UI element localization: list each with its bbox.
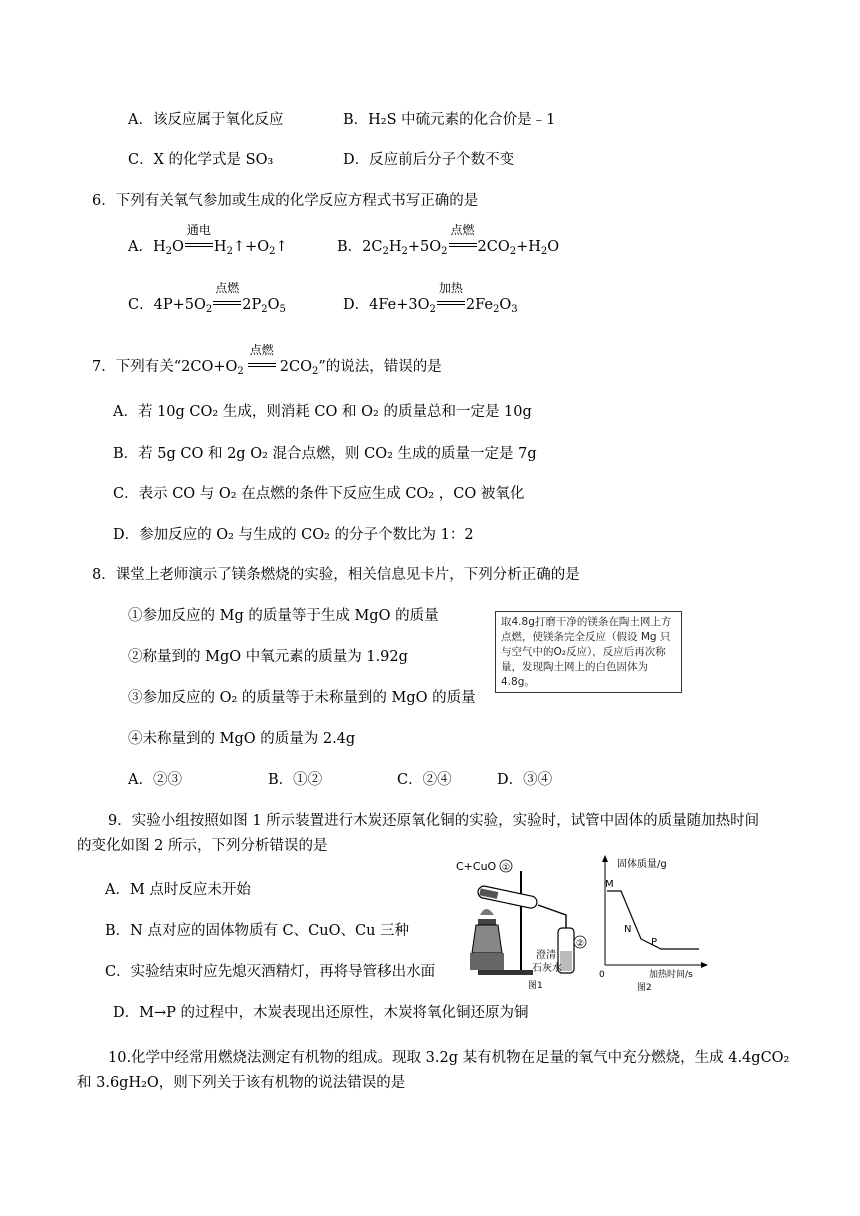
cond-ignite [213, 281, 241, 315]
point-p-label: P [651, 937, 658, 948]
q8-option-a: A．②③ [128, 772, 182, 788]
q7-stem-prefix: 7．下列有关“ [92, 359, 182, 375]
limewater-label-2: 石灰水 [532, 963, 562, 974]
q7-stem-suffix: ”的说法，错误的是 [318, 359, 442, 375]
q5-option-a: A．该反应属于氧化反应 [128, 112, 284, 128]
q8-statement-4: ④未称量到的 MgO 的质量为 2.4g [128, 731, 356, 747]
mass-time-graph [597, 853, 712, 993]
cond-ignite [449, 223, 477, 257]
q7-stem: 7．下列有关“$2CO+O_2$ 点燃 $2CO_2$”的说法，错误的是 [92, 343, 442, 377]
q8-option-b: B．①② [268, 772, 323, 788]
q8-option-d: D．③④ [497, 772, 553, 788]
q6-option-b: B．$2C_2H_2+5O_2$ 点燃 $2CO_2+H_2O$ [337, 223, 560, 257]
q8-statement-3: ③参加反应的 O₂ 的质量等于未称量到的 MgO 的质量 [128, 690, 476, 706]
point-m-label: M [605, 879, 614, 890]
q6-b-label: B． [337, 239, 363, 255]
q9-option-c: C．实验结束时应先熄灭酒精灯，再将导管移出水面 [105, 964, 436, 980]
q9-option-b: B．N 点对应的固体物质有 C、CuO、Cu 三种 [105, 923, 410, 939]
q7-option-b: B．若 5g CO 和 2g O₂ 混合点燃，则 CO₂ 生成的质量一定是 7g [113, 446, 537, 462]
cond-text: 加热 [438, 281, 463, 295]
cond-text: 点燃 [450, 223, 475, 237]
q9-stem-line2: 的变化如图 2 所示，下列分析错误的是 [77, 838, 328, 854]
q6-stem: 6．下列有关氧气参加或生成的化学反应方程式书写正确的是 [92, 193, 479, 209]
figure-1-caption: 图1 [528, 981, 543, 991]
q5-option-b: B．H₂S 中硫元素的化合价是﹣1 [343, 112, 556, 128]
q8-statement-1: ①参加反应的 Mg 的质量等于生成 MgO 的质量 [128, 608, 439, 624]
q5-option-d: D．反应前后分子个数不变 [343, 152, 515, 168]
cond-text: 通电 [186, 223, 211, 237]
origin-label: 0 [599, 970, 605, 980]
q10-line1: 10.化学中经常用燃烧法测定有机物的组成。现取 3.2g 某有机物在足量的氧气中充分燃烧，生成 4.4gCO₂ [108, 1050, 790, 1066]
info-card: 取4.8g打磨干净的镁条在陶土网上方点燃，使镁条完全反应（假设 Mg 只与空气中的O₂反应），反应后再次称量，发现陶土网上的白色固体为4.8g。 [495, 611, 682, 693]
q9-option-a: A．M 点时反应未开始 [105, 882, 251, 898]
q6-c-label: C． [128, 297, 154, 313]
cond-electrolysis [185, 223, 213, 257]
q7-option-a: A．若 10g CO₂ 生成，则消耗 CO 和 O₂ 的质量总和一定是 10g [113, 404, 532, 420]
mark-2: ② [576, 939, 585, 949]
apparatus-figure [448, 853, 598, 993]
q6-option-a: A．$H_2O$ 通电 $H_2↑+O_2↑$ [128, 223, 288, 257]
q6-a-label: A． [128, 239, 153, 255]
y-axis-label: 固体质量/g [617, 859, 667, 870]
q7-option-c: C．表示 CO 与 O₂ 在点燃的条件下反应生成 CO₂ ，CO 被氧化 [113, 486, 525, 502]
reactant-label: C+CuO [456, 860, 497, 873]
q6-option-d: D．$4Fe+3O_2$ 加热 $2Fe_2O_3$ [343, 281, 518, 315]
q8-stem: 8．课堂上老师演示了镁条燃烧的实验，相关信息见卡片，下列分析正确的是 [92, 567, 580, 583]
cond-heat [437, 281, 465, 315]
q5-option-c: C．X 的化学式是 SO₃ [128, 152, 274, 168]
q7-option-d: D．参加反应的 O₂ 与生成的 CO₂ 的分子个数比为 1：2 [113, 527, 474, 543]
cond-text: 点燃 [249, 343, 274, 357]
q10-line2: 和 3.6gH₂O，则下列关于该有机物的说法错误的是 [77, 1075, 406, 1091]
point-n-label: N [624, 924, 632, 935]
limewater-label-1: 澄清 [536, 950, 556, 961]
figure-2-caption: 图2 [637, 983, 652, 993]
mark-1: ① [502, 863, 511, 873]
q9-option-d: D．M→P 的过程中，木炭表现出还原性，木炭将氧化铜还原为铜 [113, 1005, 529, 1021]
q6-option-c: C．$4P+5O_2$ 点燃 $2P_2O_5$ [128, 281, 286, 315]
cond-ignite [248, 343, 276, 377]
x-axis-label: 加热时间/s [649, 970, 693, 980]
q8-statement-2: ②称量到的 MgO 中氧元素的质量为 1.92g [128, 649, 408, 665]
cond-text: 点燃 [215, 281, 240, 295]
q8-option-c: C．②④ [397, 772, 452, 788]
q9-stem-line1: 9．实验小组按照如图 1 所示装置进行木炭还原氧化铜的实验，实验时，试管中固体的质量随加热时间 [108, 813, 760, 829]
q6-d-label: D． [343, 297, 370, 313]
